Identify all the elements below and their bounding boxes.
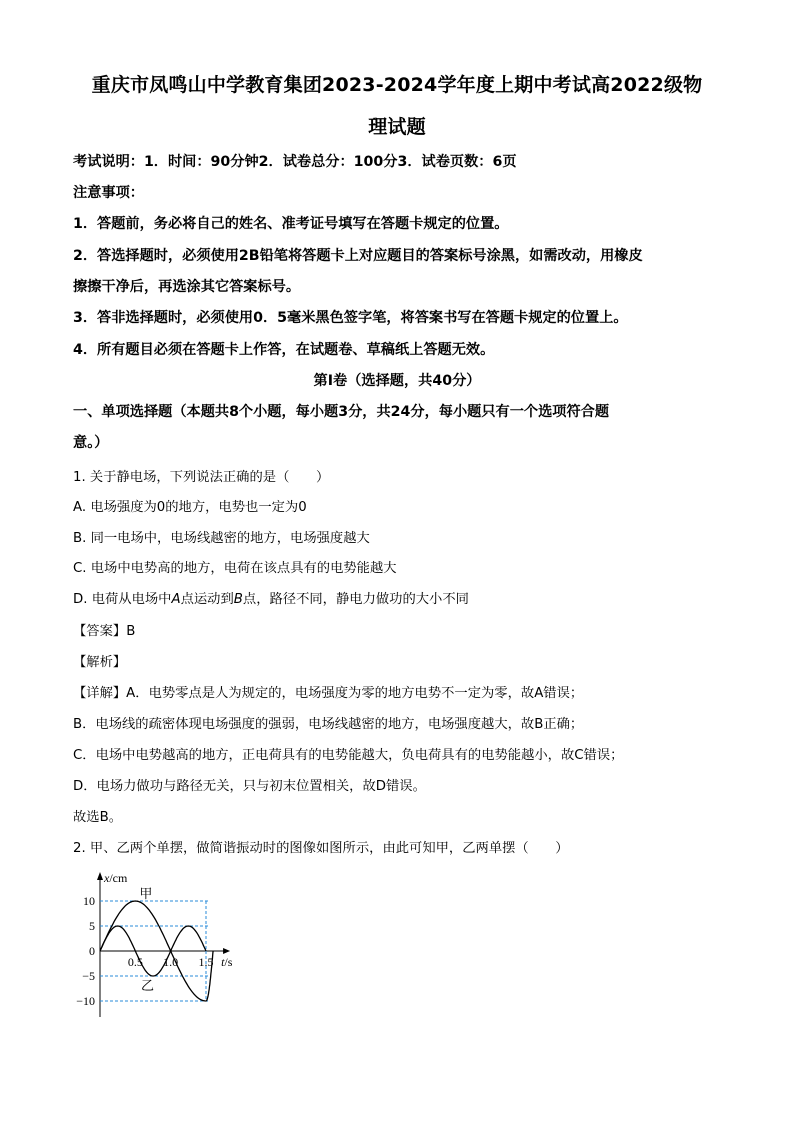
q1-detail-a: 【详解】A．电势零点是人为规定的，电场强度为零的地方电势不一定为零，故A错误；	[73, 686, 584, 701]
part-title-line1: 一、单项选择题（本题共8个小题，每小题3分，共24分，每小题只有一个选项符合题	[73, 404, 610, 420]
y-tick-label: 5	[89, 919, 95, 933]
note-2: 2．答选择题时，必须使用2B铅笔将答题卡上对应题目的答案标号涂黑，如需改动，用橡皮	[73, 248, 643, 264]
x-axis-arrow	[223, 948, 230, 954]
section-title: 第Ⅰ卷（选择题，共40分）	[313, 373, 481, 389]
notes-heading: 注意事项：	[73, 185, 144, 201]
answer-value: B	[126, 624, 136, 639]
y-tick-label: −5	[82, 969, 95, 983]
note-2-cont: 擦擦干净后，再选涂其它答案标号。	[73, 279, 301, 295]
q1-detail-c: C．电场中电势越高的地方，正电荷具有的电势能越大，负电荷具有的电势能越小，故C错误；	[73, 748, 624, 763]
q1-option-d-pre: D. 电荷从电场中	[73, 592, 172, 607]
page-title-line1: 重庆市凤鸣山中学教育集团2023-2024学年度上期中考试高2022级物	[91, 74, 703, 96]
note-4: 4．所有题目必须在答题卡上作答，在试题卷、草稿纸上答题无效。	[73, 342, 495, 358]
series-label-jia: 甲	[139, 886, 153, 901]
q1-option-d	[73, 588, 721, 607]
q2-stem: 2. 甲、乙两个单摆，做简谐振动时的图像如图所示，由此可知甲，乙两单摆（ ）	[73, 841, 569, 856]
x-axis-label: t/s	[221, 955, 233, 969]
page-title-line2: 理试题	[368, 116, 426, 138]
note-1: 1．答题前，务必将自己的姓名、准考证号填写在答题卡规定的位置。	[73, 216, 509, 232]
exam-info: 考试说明：1．时间：90分钟2．试卷总分：100分3．试卷页数：6页	[73, 154, 517, 170]
y-tick-label: 0	[89, 944, 95, 958]
y-tick-label: −10	[76, 994, 95, 1008]
answer-tag: 【答案】	[73, 624, 127, 639]
q1-option-d-mid: 点运动到	[180, 592, 234, 607]
q1-detail-d: D．电场力做功与路径无关，只与初末位置相关，故D错误。	[73, 779, 426, 794]
q1-answer	[73, 620, 721, 639]
q1-option-a: A. 电场强度为0的地方，电势也一定为0	[73, 500, 307, 515]
q1-option-d-point-a: A	[171, 592, 181, 607]
q1-option-d-post: 点，路径不同，静电力做功的大小不同	[242, 592, 469, 607]
q1-analysis-tag: 【解析】	[73, 655, 127, 670]
q1-stem: 1. 关于静电场，下列说法正确的是（ ）	[73, 470, 330, 485]
q1-conclusion: 故选B。	[73, 810, 123, 825]
x-tick-label: 1.0	[163, 955, 179, 969]
q1-detail-b: B．电场线的疏密体现电场强度的强弱，电场线越密的地方，电场强度越大，故B正确；	[73, 717, 584, 732]
x-tick-label: 0.5	[127, 955, 143, 969]
part-title-line2: 意。）	[73, 435, 109, 451]
oscillation-chart	[60, 862, 260, 1027]
y-axis-arrow	[97, 872, 103, 880]
x-tick-label: 1.5	[198, 955, 214, 969]
q1-option-d-point-b: B	[233, 592, 243, 607]
q1-option-c: C. 电场中电势高的地方，电荷在该点具有的电势能越大	[73, 561, 397, 576]
note-3: 3．答非选择题时，必须使用0．5毫米黑色签字笔，将答案书写在答题卡规定的位置上。	[73, 310, 628, 326]
series-label-yi: 乙	[141, 978, 155, 993]
y-tick-label: 10	[83, 894, 95, 908]
y-axis-label: x/cm	[104, 871, 128, 885]
q1-option-b: B. 同一电场中，电场线越密的地方，电场强度越大	[73, 531, 370, 546]
